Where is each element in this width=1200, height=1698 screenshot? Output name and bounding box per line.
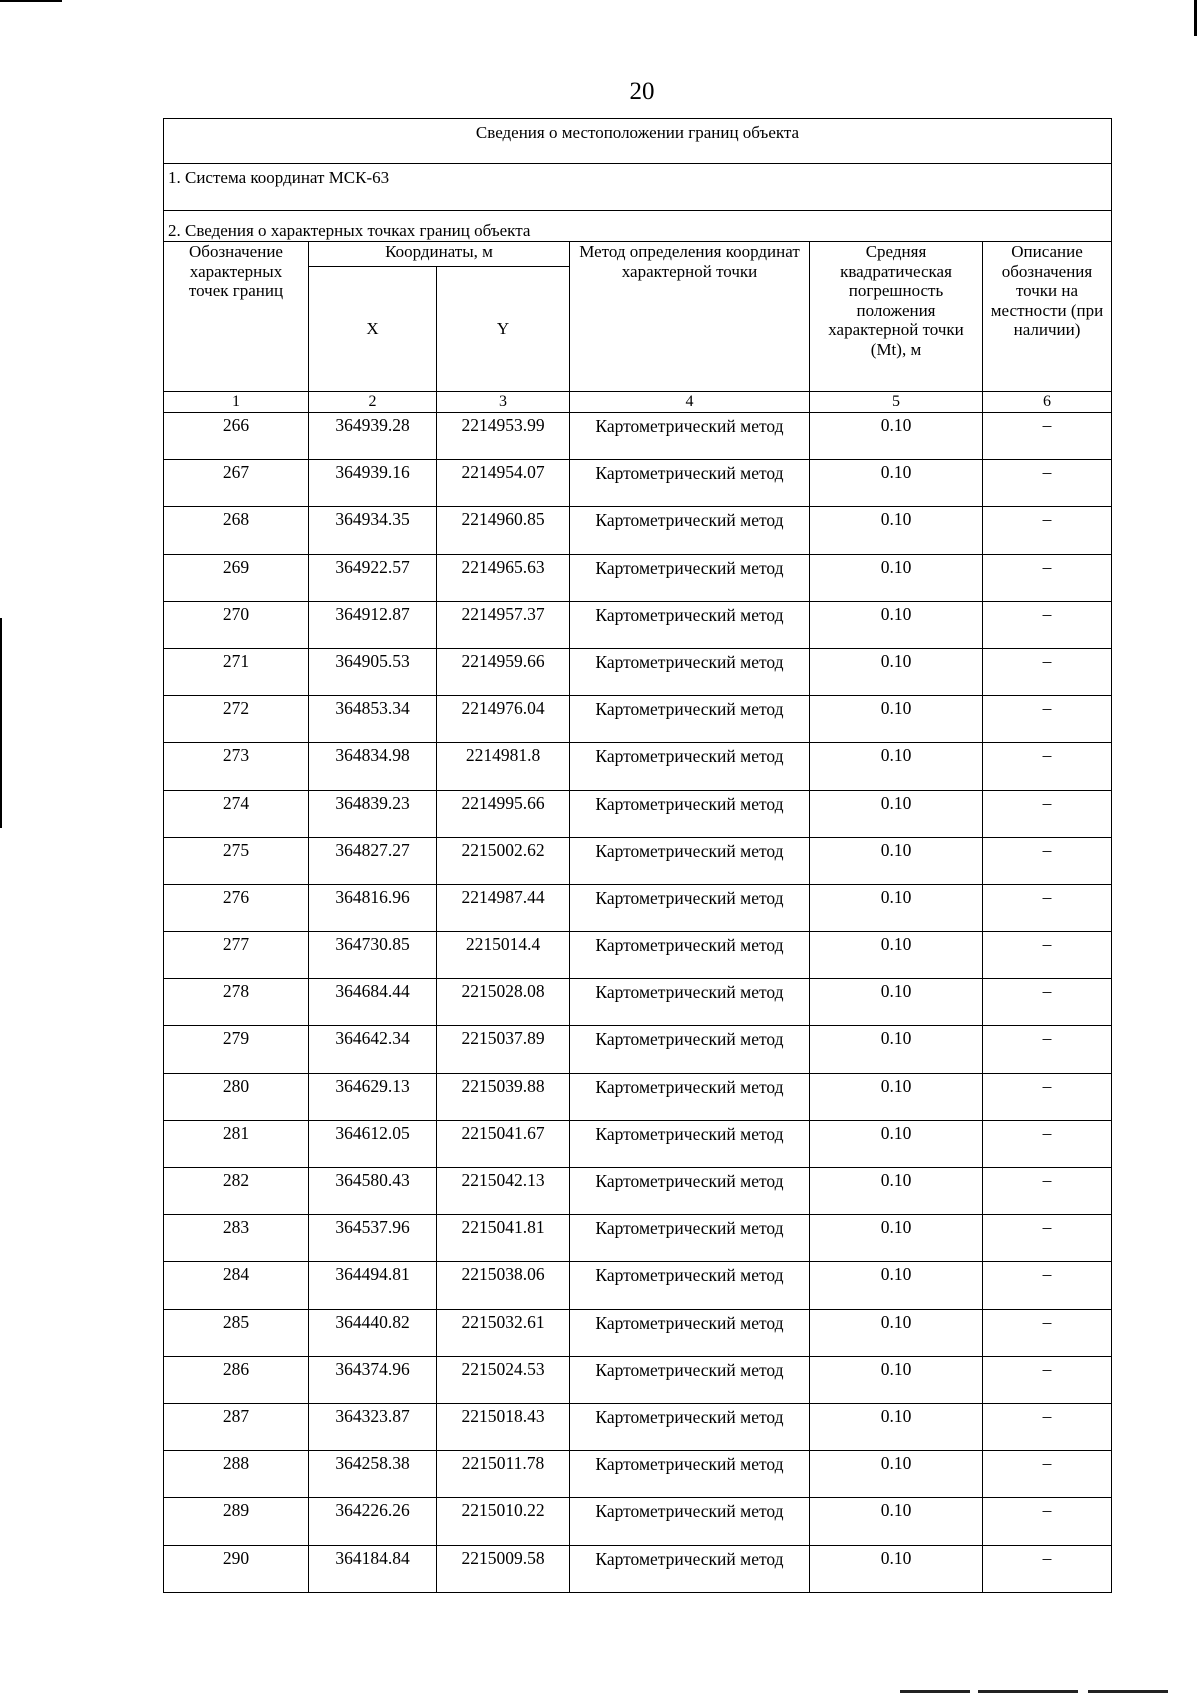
accuracy-cell: 0.10: [810, 1073, 983, 1120]
method-cell: Картометрический метод: [570, 1451, 810, 1498]
point-number-cell: 272: [164, 696, 309, 743]
x-coordinate-cell: 364184.84: [309, 1545, 437, 1592]
boundary-points-table: [163, 118, 1112, 1593]
point-number-cell: 286: [164, 1356, 309, 1403]
column-number: 1: [164, 392, 309, 413]
y-coordinate-cell: 2215032.61: [437, 1309, 570, 1356]
point-number-cell: 277: [164, 932, 309, 979]
description-cell: –: [983, 1026, 1112, 1073]
method-cell: Картометрический метод: [570, 1120, 810, 1167]
accuracy-cell: 0.10: [810, 696, 983, 743]
method-cell: Картометрический метод: [570, 979, 810, 1026]
y-coordinate-cell: 2215028.08: [437, 979, 570, 1026]
description-cell: –: [983, 1168, 1112, 1215]
description-cell: –: [983, 1309, 1112, 1356]
x-coordinate-cell: 364440.82: [309, 1309, 437, 1356]
y-coordinate-cell: 2215002.62: [437, 837, 570, 884]
description-cell: –: [983, 1545, 1112, 1592]
method-cell: Картометрический метод: [570, 460, 810, 507]
x-coordinate-cell: 364905.53: [309, 648, 437, 695]
accuracy-cell: 0.10: [810, 507, 983, 554]
description-cell: –: [983, 1451, 1112, 1498]
footer-line: [978, 1690, 1078, 1693]
point-number-cell: 281: [164, 1120, 309, 1167]
accuracy-cell: 0.10: [810, 1026, 983, 1073]
description-cell: –: [983, 884, 1112, 931]
table-row: [164, 1498, 1112, 1545]
y-coordinate-cell: 2214995.66: [437, 790, 570, 837]
y-coordinate-cell: 2214981.8: [437, 743, 570, 790]
table-row: [164, 1451, 1112, 1498]
scan-edge-mark: [1194, 0, 1197, 36]
header-accuracy: Средняя квадратическая погрешность положения характерной точки (Mt), м: [810, 242, 983, 392]
table-row: [164, 1403, 1112, 1450]
column-number: 2: [309, 392, 437, 413]
y-coordinate-cell: 2214957.37: [437, 601, 570, 648]
x-coordinate-cell: 364323.87: [309, 1403, 437, 1450]
point-number-cell: 270: [164, 601, 309, 648]
column-number: 6: [983, 392, 1112, 413]
y-coordinate-cell: 2214987.44: [437, 884, 570, 931]
point-number-cell: 276: [164, 884, 309, 931]
accuracy-cell: 0.10: [810, 1168, 983, 1215]
accuracy-cell: 0.10: [810, 1451, 983, 1498]
y-coordinate-cell: 2215038.06: [437, 1262, 570, 1309]
point-number-cell: 266: [164, 413, 309, 460]
point-number-cell: 287: [164, 1403, 309, 1450]
table-row: [164, 1356, 1112, 1403]
description-cell: –: [983, 979, 1112, 1026]
column-number: 5: [810, 392, 983, 413]
footer-line: [1088, 1690, 1168, 1693]
header-y: Y: [437, 267, 570, 392]
description-cell: –: [983, 696, 1112, 743]
point-number-cell: 268: [164, 507, 309, 554]
x-coordinate-cell: 364839.23: [309, 790, 437, 837]
method-cell: Картометрический метод: [570, 648, 810, 695]
method-cell: Картометрический метод: [570, 743, 810, 790]
accuracy-cell: 0.10: [810, 979, 983, 1026]
y-coordinate-cell: 2214976.04: [437, 696, 570, 743]
table-row: [164, 743, 1112, 790]
description-cell: –: [983, 1073, 1112, 1120]
table-row: [164, 932, 1112, 979]
method-cell: Картометрический метод: [570, 1403, 810, 1450]
header-point-designation: Обозначение характерных точек границ: [164, 242, 309, 392]
x-coordinate-cell: 364939.16: [309, 460, 437, 507]
method-cell: Картометрический метод: [570, 1073, 810, 1120]
description-cell: –: [983, 601, 1112, 648]
table-row: [164, 413, 1112, 460]
point-number-cell: 278: [164, 979, 309, 1026]
y-coordinate-cell: 2214953.99: [437, 413, 570, 460]
y-coordinate-cell: 2215009.58: [437, 1545, 570, 1592]
point-number-cell: 275: [164, 837, 309, 884]
method-cell: Картометрический метод: [570, 507, 810, 554]
table-row: [164, 1262, 1112, 1309]
y-coordinate-cell: 2215011.78: [437, 1451, 570, 1498]
x-coordinate-cell: 364922.57: [309, 554, 437, 601]
table-row: [164, 1309, 1112, 1356]
accuracy-cell: 0.10: [810, 554, 983, 601]
accuracy-cell: 0.10: [810, 884, 983, 931]
table-row: [164, 1026, 1112, 1073]
point-number-cell: 285: [164, 1309, 309, 1356]
method-cell: Картометрический метод: [570, 1168, 810, 1215]
method-cell: Картометрический метод: [570, 1215, 810, 1262]
method-cell: Картометрический метод: [570, 1026, 810, 1073]
header-coordinates: Координаты, м: [309, 242, 570, 267]
x-coordinate-cell: 364374.96: [309, 1356, 437, 1403]
method-cell: Картометрический метод: [570, 554, 810, 601]
point-number-cell: 280: [164, 1073, 309, 1120]
description-cell: –: [983, 413, 1112, 460]
y-coordinate-cell: 2215037.89: [437, 1026, 570, 1073]
description-cell: –: [983, 932, 1112, 979]
page-number: 20: [629, 78, 655, 105]
description-cell: –: [983, 507, 1112, 554]
y-coordinate-cell: 2214959.66: [437, 648, 570, 695]
description-cell: –: [983, 837, 1112, 884]
coordinate-system: 1. Система координат МСК-63: [164, 164, 1112, 211]
description-cell: –: [983, 460, 1112, 507]
table-row: [164, 837, 1112, 884]
column-number: 4: [570, 392, 810, 413]
method-cell: Картометрический метод: [570, 1498, 810, 1545]
method-cell: Картометрический метод: [570, 601, 810, 648]
y-coordinate-cell: 2215010.22: [437, 1498, 570, 1545]
x-coordinate-cell: 364853.34: [309, 696, 437, 743]
description-cell: –: [983, 554, 1112, 601]
accuracy-cell: 0.10: [810, 837, 983, 884]
x-coordinate-cell: 364258.38: [309, 1451, 437, 1498]
x-coordinate-cell: 364816.96: [309, 884, 437, 931]
table-row: [164, 554, 1112, 601]
x-coordinate-cell: 364730.85: [309, 932, 437, 979]
description-cell: –: [983, 1403, 1112, 1450]
accuracy-cell: 0.10: [810, 1498, 983, 1545]
y-coordinate-cell: 2215018.43: [437, 1403, 570, 1450]
point-number-cell: 273: [164, 743, 309, 790]
point-number-cell: 283: [164, 1215, 309, 1262]
point-number-cell: 288: [164, 1451, 309, 1498]
table-row: [164, 1120, 1112, 1167]
method-cell: Картометрический метод: [570, 790, 810, 837]
description-cell: –: [983, 1262, 1112, 1309]
y-coordinate-cell: 2215042.13: [437, 1168, 570, 1215]
description-cell: –: [983, 743, 1112, 790]
method-cell: Картометрический метод: [570, 1356, 810, 1403]
description-cell: –: [983, 1498, 1112, 1545]
table-row: [164, 507, 1112, 554]
x-coordinate-cell: 364612.05: [309, 1120, 437, 1167]
header-description: Описание обозначения точки на местности (при наличии): [983, 242, 1112, 392]
header-x: X: [309, 267, 437, 392]
table-row: [164, 884, 1112, 931]
method-cell: Картометрический метод: [570, 1545, 810, 1592]
accuracy-cell: 0.10: [810, 413, 983, 460]
y-coordinate-cell: 2215024.53: [437, 1356, 570, 1403]
method-cell: Картометрический метод: [570, 1262, 810, 1309]
scan-edge-mark: [0, 0, 62, 2]
accuracy-cell: 0.10: [810, 1356, 983, 1403]
accuracy-cell: 0.10: [810, 1545, 983, 1592]
method-cell: Картометрический метод: [570, 1309, 810, 1356]
x-coordinate-cell: 364580.43: [309, 1168, 437, 1215]
section-points-title: 2. Сведения о характерных точках границ объекта: [164, 211, 1112, 242]
method-cell: Картометрический метод: [570, 696, 810, 743]
accuracy-cell: 0.10: [810, 790, 983, 837]
y-coordinate-cell: 2215041.67: [437, 1120, 570, 1167]
table-row: [164, 696, 1112, 743]
point-number-cell: 274: [164, 790, 309, 837]
y-coordinate-cell: 2215039.88: [437, 1073, 570, 1120]
point-number-cell: 290: [164, 1545, 309, 1592]
x-coordinate-cell: 364226.26: [309, 1498, 437, 1545]
table-row: [164, 1168, 1112, 1215]
method-cell: Картометрический метод: [570, 837, 810, 884]
accuracy-cell: 0.10: [810, 1262, 983, 1309]
x-coordinate-cell: 364494.81: [309, 1262, 437, 1309]
point-number-cell: 284: [164, 1262, 309, 1309]
table-row: [164, 1215, 1112, 1262]
accuracy-cell: 0.10: [810, 1403, 983, 1450]
point-number-cell: 267: [164, 460, 309, 507]
y-coordinate-cell: 2214965.63: [437, 554, 570, 601]
y-coordinate-cell: 2214960.85: [437, 507, 570, 554]
x-coordinate-cell: 364827.27: [309, 837, 437, 884]
point-number-cell: 269: [164, 554, 309, 601]
accuracy-cell: 0.10: [810, 601, 983, 648]
accuracy-cell: 0.10: [810, 1309, 983, 1356]
y-coordinate-cell: 2215014.4: [437, 932, 570, 979]
point-number-cell: 282: [164, 1168, 309, 1215]
table-row: [164, 1073, 1112, 1120]
x-coordinate-cell: 364934.35: [309, 507, 437, 554]
x-coordinate-cell: 364684.44: [309, 979, 437, 1026]
x-coordinate-cell: 364629.13: [309, 1073, 437, 1120]
accuracy-cell: 0.10: [810, 743, 983, 790]
description-cell: –: [983, 1356, 1112, 1403]
column-number: 3: [437, 392, 570, 413]
point-number-cell: 289: [164, 1498, 309, 1545]
x-coordinate-cell: 364912.87: [309, 601, 437, 648]
table-row: [164, 979, 1112, 1026]
footer-line: [900, 1690, 970, 1693]
accuracy-cell: 0.10: [810, 648, 983, 695]
table-row: [164, 1545, 1112, 1592]
point-number-cell: 279: [164, 1026, 309, 1073]
point-number-cell: 271: [164, 648, 309, 695]
method-cell: Картометрический метод: [570, 884, 810, 931]
header-method: Метод определения координат характерной точки: [570, 242, 810, 392]
accuracy-cell: 0.10: [810, 932, 983, 979]
description-cell: –: [983, 648, 1112, 695]
description-cell: –: [983, 1120, 1112, 1167]
table-row: [164, 460, 1112, 507]
x-coordinate-cell: 364834.98: [309, 743, 437, 790]
x-coordinate-cell: 364642.34: [309, 1026, 437, 1073]
x-coordinate-cell: 364939.28: [309, 413, 437, 460]
description-cell: –: [983, 1215, 1112, 1262]
method-cell: Картометрический метод: [570, 932, 810, 979]
table-row: [164, 601, 1112, 648]
y-coordinate-cell: 2214954.07: [437, 460, 570, 507]
table-title: Сведения о местоположении границ объекта: [164, 119, 1112, 164]
description-cell: –: [983, 790, 1112, 837]
accuracy-cell: 0.10: [810, 1120, 983, 1167]
y-coordinate-cell: 2215041.81: [437, 1215, 570, 1262]
table-row: [164, 790, 1112, 837]
accuracy-cell: 0.10: [810, 460, 983, 507]
x-coordinate-cell: 364537.96: [309, 1215, 437, 1262]
method-cell: Картометрический метод: [570, 413, 810, 460]
scan-edge-mark: [0, 618, 2, 828]
accuracy-cell: 0.10: [810, 1215, 983, 1262]
table-row: [164, 648, 1112, 695]
